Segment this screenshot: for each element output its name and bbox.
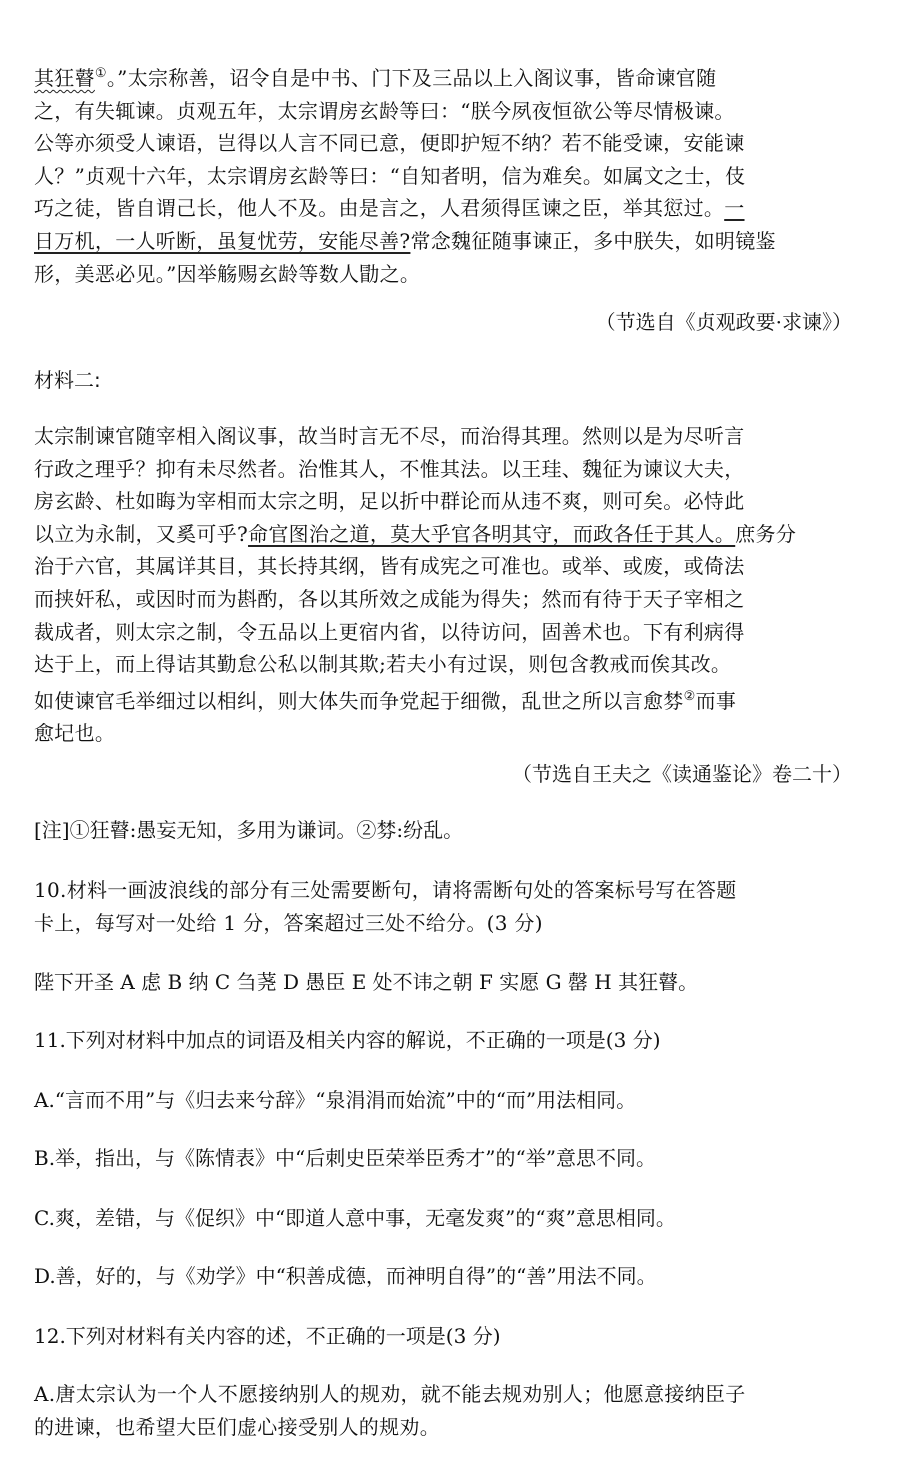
text-segment: 而事 xyxy=(695,688,737,713)
text-segment: 愈圮也。 xyxy=(34,721,116,746)
material1-line xyxy=(34,160,864,193)
underlined-text: 一 xyxy=(724,196,745,221)
material2-line xyxy=(34,616,864,649)
text-segment: 治于六官，其属详其目，其长持其纲，皆有成宪之可准也。或举、或废，或倚法 xyxy=(34,554,745,579)
material2-line xyxy=(34,583,864,616)
text-segment: 裁成者，则太宗之制，令五品以上更宿内省，以待访问，固善术也。下有利病得 xyxy=(34,619,745,644)
material-two-source: （节选自王夫之《读通鉴论》卷二十） xyxy=(512,762,852,786)
material1-line xyxy=(34,225,864,258)
question-11-option-d: D.善，好的，与《劝学》中“积善成德，而神明自得”的“善”用法不同。 xyxy=(34,1264,657,1288)
question-12-stem: 12.下列对材料有关内容的述，不正确的一项是(3 分) xyxy=(34,1324,501,1348)
material2-line xyxy=(34,420,864,453)
material2-line xyxy=(34,648,864,681)
material2-line xyxy=(34,550,864,583)
question-10-line-1: 10.材料一画波浪线的部分有三处需要断句，请将需断句处的答案标号写在答题 xyxy=(34,878,737,902)
question-10-stem xyxy=(34,874,864,939)
text-segment: 之，有失辄谏。贞观五年，太宗谓房玄龄等曰：“朕今夙夜恒欲公等尽情极谏。 xyxy=(34,98,735,123)
material2-line xyxy=(34,453,864,486)
material1-line xyxy=(34,95,864,128)
text-segment: 房玄龄、杜如晦为宰相而太宗之明，足以折中群论而从违不爽，则可矣。必恃此 xyxy=(34,489,745,514)
question-11-option-c: C.爽，差错，与《促织》中“即道人意中事，无毫发爽”的“爽”意思相同。 xyxy=(34,1206,676,1230)
footnote-marker: ① xyxy=(94,66,107,81)
text-segment: 太宗制谏官随宰相入阁议事，故当时言无不尽，而治得其理。然则以是为尽听言 xyxy=(34,424,745,448)
material2-line xyxy=(34,717,864,750)
material2-line xyxy=(34,681,864,718)
question-12-option-a-line-1: A.唐太宗认为一个人不愿接纳别人的规劝，就不能去规劝别人；他愿意接纳臣子 xyxy=(34,1382,746,1406)
text-segment: 。”太宗称善，诏令自是中书、门下及三品以上入阁议事，皆命谏官随 xyxy=(106,66,717,90)
wavy-underlined-text: 其狂瞽 xyxy=(34,66,95,90)
text-segment: 形，美恶必见。”因举觞赐玄龄等数人勖之。 xyxy=(34,261,421,286)
text-segment: 人？”贞观十六年，太宗谓房玄龄等曰：“自知者明，信为难矣。如属文之士，伎 xyxy=(34,163,746,188)
underlined-text: 命官图治之道，莫大乎官各明其守，而政各任于其人。 xyxy=(248,521,736,546)
question-12-option-a-line-2: 的进谏，也希望大臣们虚心接受别人的规劝。 xyxy=(34,1414,440,1439)
text-segment: 公等亦须受人谏语，岂得以人言不同已意，便即护短不纳？若不能受谏，安能谏 xyxy=(34,131,745,156)
text-segment: 而挟奸私，或因时而为斟酌，各以其所效之成能为得失；然而有待于天子宰相之 xyxy=(34,586,745,611)
material-two-paragraph xyxy=(34,420,864,750)
text-segment: 达于上，而上得诘其勤怠公私以制其欺;若夫小有过误，则包含教戒而俟其改。 xyxy=(34,652,732,677)
question-11-option-b: B.举，指出，与《陈情表》中“后刺史臣荣举臣秀才”的“举”意思不同。 xyxy=(34,1146,656,1170)
text-segment: 行政之理乎？抑有未尽然者。治惟其人，不惟其法。以王珪、魏征为谏议大夫， xyxy=(34,456,745,481)
question-11-stem: 11.下列对材料中加点的词语及相关内容的解说，不正确的一项是(3 分) xyxy=(34,1028,661,1052)
material-one-source: （节选自《贞观政要·求谏》） xyxy=(595,310,852,334)
question-12-option-a xyxy=(34,1378,864,1443)
material1-line xyxy=(34,258,864,291)
material2-line xyxy=(34,485,864,518)
text-segment: 常念魏征随事谏正，多中朕失，如明镜鉴 xyxy=(410,228,776,253)
annotation-note: [注]①狂瞽:愚妄无知，多用为谦词。②棼:纷乱。 xyxy=(34,818,464,842)
material-two-heading: 材料二: xyxy=(34,368,101,392)
text-segment: 庶务分 xyxy=(735,521,797,546)
material1-line xyxy=(34,192,864,225)
material1-line xyxy=(34,58,864,95)
question-11-option-a: A.“言而不用”与《归去来兮辞》“泉涓涓而始流”中的“而”用法相同。 xyxy=(34,1088,637,1112)
question-10-options: 陛下开圣 A 虑 B 纳 C 刍荛 D 愚臣 E 处不讳之朝 F 实愿 G 罄 H 其狂瞽。 xyxy=(34,970,699,994)
material2-line xyxy=(34,518,864,551)
material1-line xyxy=(34,127,864,160)
underlined-text: 日万机，一人听断，虽复忧劳，安能尽善? xyxy=(34,228,411,253)
text-segment: 如使谏官毛举细过以相纠，则大体失而争党起于细微，乱世之所以言愈棼 xyxy=(34,688,684,713)
text-segment: 以立为永制，又奚可乎? xyxy=(34,521,249,546)
material-one-paragraph xyxy=(34,58,864,290)
text-segment: 巧之徒，皆自谓己长，他人不及。由是言之，人君须得匡谏之臣，举其愆过。 xyxy=(34,196,725,221)
question-10-line-2: 卡上，每写对一处给 1 分，答案超过三处不给分。(3 分) xyxy=(34,910,543,935)
footnote-marker: ② xyxy=(683,688,696,704)
